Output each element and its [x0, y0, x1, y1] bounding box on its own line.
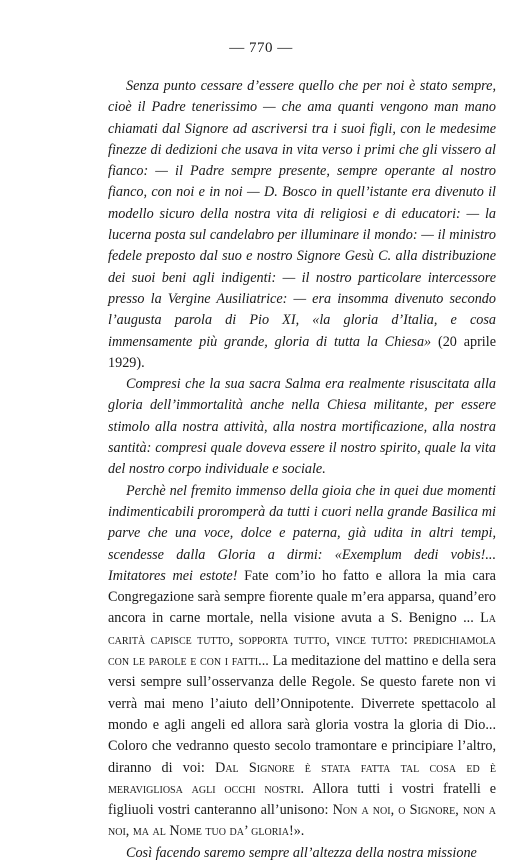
paragraph-3-caps-3: Non a noi, o Signore, non a noi, ma al Nome tuo da’ gloria! — [108, 802, 496, 840]
paragraph-3-caps-2: Dal Signore è stata fatta tal cosa ed è meravigliosa agli occhi nostri. — [108, 759, 496, 797]
paragraph-3-roman-4: ». — [293, 823, 305, 840]
paragraph-3-italic: Perchè nel fremito immenso della gioia che in quei due momenti indimenticabili proromperà da tutti i cuori nella grande Basilica mi parve che una voce, dolce e paterna, già udita in altri tempi, scendesse dalla Gloria a dirmi: «Exemplum dedi vobis!... Imitatores mei estote! — [108, 482, 496, 584]
page-number: — 770 — — [229, 40, 293, 56]
paragraph-4: Così facendo saremo sempre all’altezza della nostra missione — [126, 844, 477, 861]
paragraph-3-roman-3: Allora tutti i vostri fratelli e figliuoli vostri canteranno all’unisono: — [108, 780, 496, 819]
paragraph-1-date: (20 aprile 1929). — [108, 333, 496, 371]
paragraph-3 — [108, 481, 496, 843]
paragraph-1 — [108, 76, 496, 374]
paragraph-2: Compresi che la sua sacra Salma era realmente risuscitata alla gloria dell’immortalità anche nella Chiesa militante, per essere stimolo alla nostra attività, alla nostra mortificazione, alla nostra santità: compresi quale doveva essere il nostro spirito, quale la vita del nostro corpo individuale e sociale. — [108, 376, 496, 478]
paragraph-1-text: Senza punto cessare d’essere quello che per noi è stato sempre, cioè il Padre tenerissimo — che ama quanti vengono man mano chiamati dal Signore ad ascriversi tra i suoi figli, con le medesime finezze di dedizioni che usava in vita verso i primi che gli vissero al fianco: — il Padre sempre presente, sempre operante al nostro fianco, con noi e in noi — D. Bosco in quell’istante era divenuto il modello sicuro della nostra vita di religiosi e di educatori: — la lucerna posta sul candelabro per illuminare il mondo: — il ministro fedele preposto dal suo e nostro Signore Gesù C. alla distribuzione dei suoi beni agli indigenti: — il nostro particolare intercessore presso la Vergine Ausiliatrice: — era insomma divenuto secondo l’augusta parola di Pio XI, «la gloria d’Italia, e cosa immensamente più grande, gloria di tutta la Chiesa» — [108, 78, 496, 350]
paragraph-3-caps-1: La carità capisce tutto, sopporta tutto, vince tutto: predichiamola con le parole e con i fatti... — [108, 610, 496, 670]
paragraph-3-roman-2: La meditazione del mattino e della sera versi sempre sull’osservanza delle Regole. Se questo farete non vi verrà mai meno l’aiuto dell’Onnipotente. Diverrete spettacolo al mondo e agli angeli ed allora sarà gloria vostra la gloria di Dio... Coloro che vedranno questo secolo tramontare e principiare l’altro, diranno di voi: — [108, 653, 496, 776]
page-body — [108, 76, 496, 864]
paragraph-3-roman-1: Fate com’io ho fatto e allora la mia cara Congregazione sarà sempre fiorente quale m’era apparsa, quand’ero ancora in carne mortale, nella visione avuta a S. Benigno ... — [108, 567, 496, 627]
